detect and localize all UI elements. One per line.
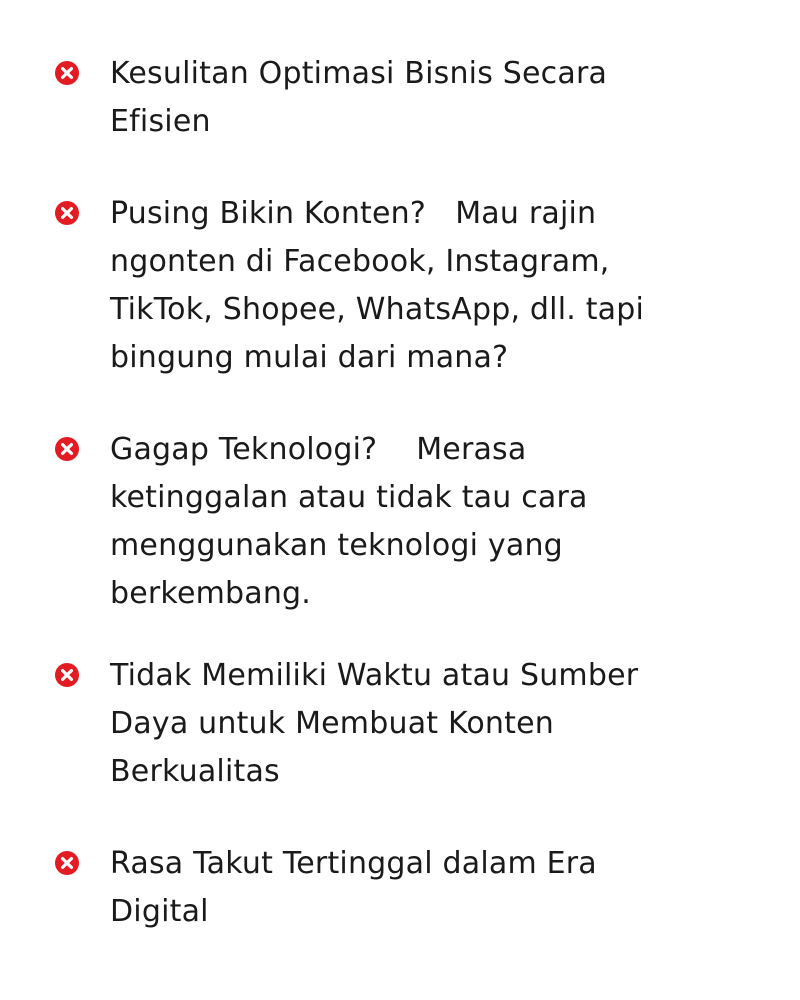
x-circle-icon	[54, 436, 80, 462]
text-line: ngonten di Facebook, Instagram,	[110, 244, 610, 279]
x-circle-icon	[54, 200, 80, 226]
list-item	[54, 652, 734, 796]
text-line: TikTok, Shopee, WhatsApp, dll. tapi	[110, 292, 645, 327]
text-line: Daya untuk Membuat Konten	[110, 706, 554, 741]
text-line: Digital	[110, 894, 209, 929]
text-line: bingung mulai dari mana?	[110, 340, 509, 375]
pain-point-text	[110, 190, 730, 382]
list-item	[54, 840, 734, 936]
text-line: Gagap Teknologi? Merasa	[110, 432, 527, 467]
text-line: berkembang.	[110, 576, 312, 611]
text-line: menggunakan teknologi yang	[110, 528, 563, 563]
x-circle-icon	[54, 850, 80, 876]
text-line: Tidak Memiliki Waktu atau Sumber	[110, 658, 639, 693]
x-circle-icon	[54, 60, 80, 86]
x-circle-icon	[54, 662, 80, 688]
text-line: Pusing Bikin Konten? Mau rajin	[110, 196, 597, 231]
text-line: Kesulitan Optimasi Bisnis Secara	[110, 56, 608, 91]
list-item	[54, 50, 734, 146]
text-line: Berkualitas	[110, 754, 280, 789]
text-line: Efisien	[110, 104, 211, 139]
pain-point-text	[110, 840, 730, 936]
pain-point-text	[110, 426, 730, 618]
list-item	[54, 426, 734, 618]
list-item	[54, 190, 734, 382]
text-line: Rasa Takut Tertinggal dalam Era	[110, 846, 597, 881]
pain-point-text	[110, 50, 730, 146]
text-line: ketinggalan atau tidak tau cara	[110, 480, 588, 515]
pain-point-text	[110, 652, 730, 796]
